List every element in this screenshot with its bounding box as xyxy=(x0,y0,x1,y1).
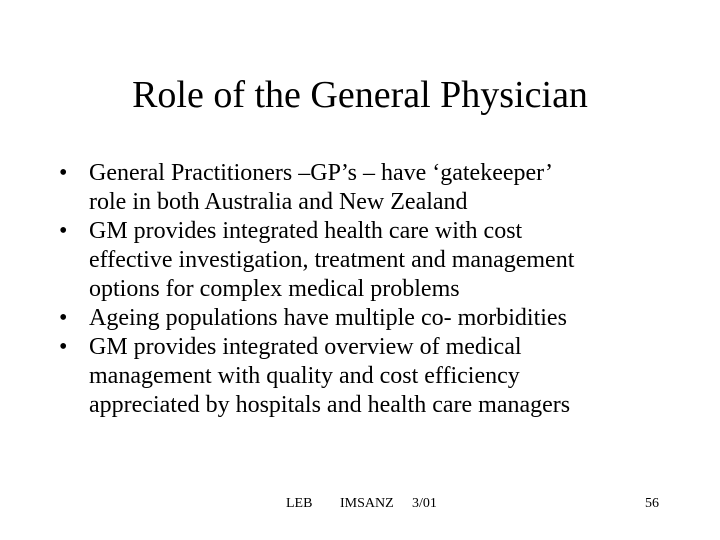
bullet-marker: • xyxy=(59,218,68,244)
bullet-item xyxy=(59,217,699,304)
bullet-text-line: GM provides integrated health care with cost xyxy=(89,218,523,244)
bullet-text-line: role in both Australia and New Zealand xyxy=(89,189,468,215)
bullet-text-line: Ageing populations have multiple co- morbidities xyxy=(89,305,567,331)
bullet-text-line: options for complex medical problems xyxy=(89,276,460,302)
footer-date: 3/01 xyxy=(412,496,437,511)
footer-page-number: 56 xyxy=(645,496,659,511)
slide-title: Role of the General Physician xyxy=(132,74,588,116)
bullet-text-line: appreciated by hospitals and health care managers xyxy=(89,392,571,418)
bullet-item xyxy=(59,304,699,333)
bullet-text-line: effective investigation, treatment and management xyxy=(89,247,575,273)
bullet-item xyxy=(59,333,699,420)
bullet-list xyxy=(59,159,699,420)
bullet-marker: • xyxy=(59,160,68,186)
bullet-marker: • xyxy=(59,305,68,331)
bullet-text-line: General Practitioners –GP’s – have ‘gatekeeper’ xyxy=(89,160,554,186)
bullet-item xyxy=(59,159,699,217)
bullet-marker: • xyxy=(59,334,68,360)
bullet-text-line: GM provides integrated overview of medical xyxy=(89,334,522,360)
footer-author: LEB xyxy=(286,496,313,511)
bullet-text-line: management with quality and cost efficiency xyxy=(89,363,520,389)
footer-organization: IMSANZ xyxy=(340,496,394,511)
